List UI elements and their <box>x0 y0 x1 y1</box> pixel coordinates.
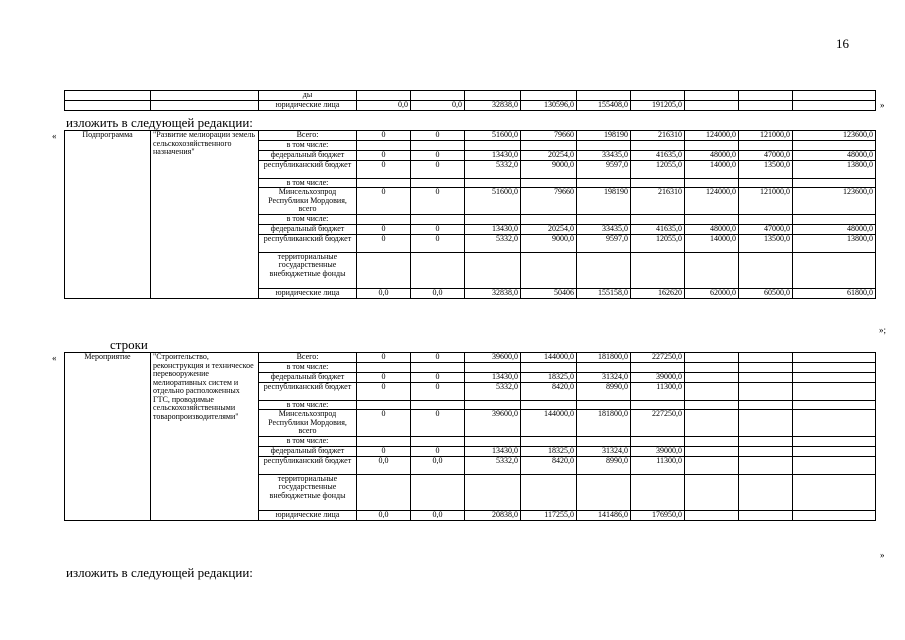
value-cell <box>521 215 577 225</box>
value-cell: 5332,0 <box>465 456 521 474</box>
row-label-cell: республиканский бюджет <box>259 456 357 474</box>
value-cell: 117255,0 <box>521 510 577 520</box>
row-label-cell: Всего: <box>259 353 357 363</box>
value-cell: 162620 <box>631 288 685 298</box>
fragment-empty-cell <box>357 91 411 101</box>
fragment-empty-cell <box>631 91 685 101</box>
value-cell: 33435,0 <box>577 150 631 160</box>
value-cell: 13430,0 <box>465 224 521 234</box>
value-cell <box>357 141 411 151</box>
close-quote-2: »; <box>879 325 887 335</box>
value-cell: 39600,0 <box>465 353 521 363</box>
row-name-cell: "Развитие мелиорации земель сельскохозяйственного назначения" <box>151 131 259 299</box>
fragment-name-cell <box>151 91 259 101</box>
value-cell: 121000,0 <box>739 131 793 141</box>
row-label-cell: в том числе: <box>259 178 357 188</box>
value-cell <box>577 178 631 188</box>
value-cell <box>793 100 876 110</box>
value-cell <box>577 437 631 447</box>
value-cell: 8990,0 <box>577 456 631 474</box>
value-cell: 0 <box>357 160 411 178</box>
value-cell: 0,0 <box>411 100 465 110</box>
value-cell: 0,0 <box>411 288 465 298</box>
value-cell <box>739 456 793 474</box>
value-cell: 11300,0 <box>631 382 685 400</box>
value-cell: 39600,0 <box>465 410 521 437</box>
value-cell <box>521 178 577 188</box>
value-cell <box>793 474 876 510</box>
value-cell: 0 <box>411 188 465 215</box>
row-label-cell: федеральный бюджет <box>259 224 357 234</box>
value-cell <box>577 363 631 373</box>
value-cell <box>411 215 465 225</box>
value-cell: 191205,0 <box>631 100 685 110</box>
fragment-type-cell <box>65 91 151 101</box>
value-cell <box>465 141 521 151</box>
value-cell: 0,0 <box>411 456 465 474</box>
value-cell <box>411 400 465 410</box>
value-cell: 13430,0 <box>465 150 521 160</box>
value-cell <box>521 141 577 151</box>
value-cell: 0 <box>357 224 411 234</box>
value-cell <box>685 178 739 188</box>
row-label-cell: федеральный бюджет <box>259 372 357 382</box>
fragment-empty-cell <box>577 91 631 101</box>
row-label-cell: федеральный бюджет <box>259 150 357 160</box>
value-cell: 8420,0 <box>521 382 577 400</box>
value-cell <box>631 215 685 225</box>
value-cell <box>631 178 685 188</box>
value-cell <box>739 363 793 373</box>
value-cell: 0,0 <box>357 100 411 110</box>
value-cell <box>577 215 631 225</box>
value-cell <box>357 363 411 373</box>
value-cell: 47000,0 <box>739 150 793 160</box>
value-cell: 0,0 <box>411 510 465 520</box>
page-number: 16 <box>836 36 849 51</box>
value-cell: 20838,0 <box>465 510 521 520</box>
value-cell: 13430,0 <box>465 446 521 456</box>
value-cell <box>739 372 793 382</box>
value-cell <box>793 510 876 520</box>
value-cell <box>793 215 876 225</box>
value-cell <box>793 178 876 188</box>
value-cell <box>685 372 739 382</box>
value-cell <box>685 100 739 110</box>
value-cell <box>411 178 465 188</box>
value-cell: 9000,0 <box>521 160 577 178</box>
value-cell <box>577 474 631 510</box>
value-cell: 8990,0 <box>577 382 631 400</box>
value-cell <box>793 437 876 447</box>
value-cell: 130596,0 <box>521 100 577 110</box>
value-cell: 11300,0 <box>631 456 685 474</box>
value-cell: 5332,0 <box>465 160 521 178</box>
row-label-cell: республиканский бюджет <box>259 382 357 400</box>
fragment-empty-cell <box>685 91 739 101</box>
value-cell: 48000,0 <box>793 150 876 160</box>
close-quote-1: » <box>880 100 885 110</box>
value-cell: 14000,0 <box>685 234 739 252</box>
row-label-cell: Минсельхозпрод Республики Мордовия, всего <box>259 188 357 215</box>
value-cell <box>465 363 521 373</box>
value-cell: 141486,0 <box>577 510 631 520</box>
value-cell <box>739 353 793 363</box>
fragment-empty-cell <box>465 91 521 101</box>
value-cell <box>465 215 521 225</box>
value-cell <box>739 141 793 151</box>
row-type-cell: Подпрограмма <box>65 131 151 299</box>
value-cell <box>465 400 521 410</box>
value-cell: 144000,0 <box>521 353 577 363</box>
row-label-cell: федеральный бюджет <box>259 446 357 456</box>
value-cell: 176950,0 <box>631 510 685 520</box>
value-cell: 48000,0 <box>685 150 739 160</box>
value-cell <box>793 382 876 400</box>
fragment-empty-cell <box>793 91 876 101</box>
value-cell: 0 <box>411 150 465 160</box>
value-cell: 51600,0 <box>465 188 521 215</box>
value-cell <box>685 510 739 520</box>
value-cell <box>793 456 876 474</box>
row-name-cell: "Строительство, реконструкция и техническое перевооружение мелиоративных систем и отдельно расположенных ГТС, проводимые сельскохозяйственными товаропроизводителями" <box>151 353 259 521</box>
value-cell: 48000,0 <box>685 224 739 234</box>
value-cell <box>411 437 465 447</box>
value-cell: 39000,0 <box>631 372 685 382</box>
value-cell: 13800,0 <box>793 160 876 178</box>
replace-caption-2: изложить в следующей редакции: <box>66 565 253 580</box>
value-cell <box>685 446 739 456</box>
value-cell <box>739 215 793 225</box>
value-cell <box>631 141 685 151</box>
value-cell: 61800,0 <box>793 288 876 298</box>
table-row <box>65 353 876 363</box>
value-cell: 0 <box>411 353 465 363</box>
value-cell <box>685 456 739 474</box>
value-cell <box>793 446 876 456</box>
value-cell: 216310 <box>631 131 685 141</box>
value-cell: 0 <box>357 131 411 141</box>
value-cell: 0 <box>411 372 465 382</box>
value-cell <box>685 382 739 400</box>
value-cell <box>685 141 739 151</box>
value-cell: 9597,0 <box>577 234 631 252</box>
value-cell: 0 <box>411 234 465 252</box>
value-cell <box>577 400 631 410</box>
value-cell: 0 <box>411 160 465 178</box>
value-cell: 123600,0 <box>793 131 876 141</box>
row-label-cell: Всего: <box>259 131 357 141</box>
value-cell: 60500,0 <box>739 288 793 298</box>
value-cell: 50406 <box>521 288 577 298</box>
row-label-cell: в том числе: <box>259 437 357 447</box>
value-cell <box>521 400 577 410</box>
value-cell: 20254,0 <box>521 224 577 234</box>
value-cell: 198190 <box>577 188 631 215</box>
value-cell: 227250,0 <box>631 410 685 437</box>
value-cell: 79660 <box>521 131 577 141</box>
value-cell: 79660 <box>521 188 577 215</box>
value-cell: 13800,0 <box>793 234 876 252</box>
value-cell <box>739 510 793 520</box>
value-cell: 32838,0 <box>465 288 521 298</box>
value-cell <box>577 141 631 151</box>
value-cell <box>357 400 411 410</box>
fragment-type-cell <box>65 100 151 110</box>
row-label-cell: территориальные государственные внебюджетные фонды <box>259 252 357 288</box>
value-cell: 13500,0 <box>739 234 793 252</box>
value-cell: 124000,0 <box>685 131 739 141</box>
value-cell: 13500,0 <box>739 160 793 178</box>
value-cell <box>685 363 739 373</box>
row-type-cell: Мероприятие <box>65 353 151 521</box>
row-label-cell: Минсельхозпрод Республики Мордовия, всего <box>259 410 357 437</box>
fragment-label-cell: юридические лица <box>259 100 357 110</box>
value-cell <box>357 215 411 225</box>
value-cell <box>577 252 631 288</box>
row-label-cell: в том числе: <box>259 400 357 410</box>
value-cell <box>739 474 793 510</box>
value-cell: 41635,0 <box>631 224 685 234</box>
value-cell: 0 <box>357 188 411 215</box>
replace-caption-1: изложить в следующей редакции: <box>66 115 253 130</box>
value-cell: 13430,0 <box>465 372 521 382</box>
value-cell: 5332,0 <box>465 382 521 400</box>
value-cell <box>411 141 465 151</box>
value-cell <box>793 353 876 363</box>
value-cell: 41635,0 <box>631 150 685 160</box>
table-row <box>65 131 876 141</box>
value-cell <box>739 400 793 410</box>
value-cell: 31324,0 <box>577 372 631 382</box>
value-cell <box>685 252 739 288</box>
row-label-cell: юридические лица <box>259 510 357 520</box>
value-cell <box>793 372 876 382</box>
value-cell <box>465 252 521 288</box>
value-cell: 31324,0 <box>577 446 631 456</box>
value-cell: 32838,0 <box>465 100 521 110</box>
value-cell <box>685 437 739 447</box>
value-cell: 48000,0 <box>793 224 876 234</box>
value-cell <box>631 252 685 288</box>
value-cell <box>357 252 411 288</box>
value-cell <box>411 474 465 510</box>
value-cell <box>685 474 739 510</box>
activity-table <box>64 352 876 521</box>
value-cell: 18325,0 <box>521 446 577 456</box>
value-cell: 20254,0 <box>521 150 577 160</box>
value-cell <box>685 353 739 363</box>
value-cell: 0 <box>411 131 465 141</box>
value-cell: 0 <box>411 410 465 437</box>
value-cell: 0,0 <box>357 456 411 474</box>
value-cell: 33435,0 <box>577 224 631 234</box>
value-cell <box>465 178 521 188</box>
value-cell: 227250,0 <box>631 353 685 363</box>
fragment-empty-cell <box>521 91 577 101</box>
value-cell <box>739 100 793 110</box>
value-cell <box>739 437 793 447</box>
value-cell: 0 <box>357 446 411 456</box>
value-cell: 0 <box>357 150 411 160</box>
value-cell: 144000,0 <box>521 410 577 437</box>
row-label-cell: в том числе: <box>259 363 357 373</box>
value-cell: 155158,0 <box>577 288 631 298</box>
value-cell <box>465 437 521 447</box>
value-cell: 62000,0 <box>685 288 739 298</box>
value-cell <box>521 363 577 373</box>
value-cell <box>631 400 685 410</box>
value-cell: 8420,0 <box>521 456 577 474</box>
value-cell <box>739 410 793 437</box>
open-quote-1: « <box>52 131 57 141</box>
value-cell <box>739 178 793 188</box>
value-cell <box>411 363 465 373</box>
open-quote-2: « <box>52 353 57 363</box>
rows-caption: строки <box>110 337 148 352</box>
value-cell: 198190 <box>577 131 631 141</box>
value-cell <box>793 141 876 151</box>
value-cell <box>631 363 685 373</box>
value-cell: 9597,0 <box>577 160 631 178</box>
value-cell: 12055,0 <box>631 234 685 252</box>
value-cell: 47000,0 <box>739 224 793 234</box>
value-cell <box>465 474 521 510</box>
value-cell: 0 <box>411 224 465 234</box>
value-cell: 181800,0 <box>577 353 631 363</box>
value-cell: 155408,0 <box>577 100 631 110</box>
value-cell <box>739 382 793 400</box>
value-cell <box>739 252 793 288</box>
value-cell: 9000,0 <box>521 234 577 252</box>
value-cell: 39000,0 <box>631 446 685 456</box>
fragment-label-cell: ды <box>259 91 357 101</box>
value-cell: 0 <box>357 382 411 400</box>
value-cell <box>793 400 876 410</box>
value-cell: 0 <box>357 410 411 437</box>
value-cell <box>357 474 411 510</box>
value-cell <box>793 410 876 437</box>
value-cell: 12055,0 <box>631 160 685 178</box>
value-cell: 181800,0 <box>577 410 631 437</box>
value-cell: 0,0 <box>357 510 411 520</box>
value-cell <box>793 252 876 288</box>
value-cell: 5332,0 <box>465 234 521 252</box>
value-cell: 0,0 <box>357 288 411 298</box>
value-cell <box>411 252 465 288</box>
row-label-cell: в том числе: <box>259 141 357 151</box>
value-cell <box>521 437 577 447</box>
value-cell <box>685 215 739 225</box>
value-cell: 0 <box>411 382 465 400</box>
value-cell: 0 <box>411 446 465 456</box>
value-cell: 51600,0 <box>465 131 521 141</box>
value-cell: 14000,0 <box>685 160 739 178</box>
subprogram-table <box>64 130 876 299</box>
fragment-name-cell <box>151 100 259 110</box>
row-label-cell: в том числе: <box>259 215 357 225</box>
fragment-empty-cell <box>411 91 465 101</box>
value-cell: 124000,0 <box>685 188 739 215</box>
value-cell <box>521 252 577 288</box>
value-cell: 18325,0 <box>521 372 577 382</box>
close-quote-3: » <box>880 550 885 560</box>
value-cell: 121000,0 <box>739 188 793 215</box>
value-cell <box>521 474 577 510</box>
fragment-empty-cell <box>739 91 793 101</box>
value-cell: 123600,0 <box>793 188 876 215</box>
value-cell: 0 <box>357 234 411 252</box>
value-cell <box>357 437 411 447</box>
value-cell <box>631 437 685 447</box>
value-cell: 0 <box>357 372 411 382</box>
value-cell: 0 <box>357 353 411 363</box>
value-cell <box>793 363 876 373</box>
value-cell <box>685 400 739 410</box>
value-cell: 216310 <box>631 188 685 215</box>
row-label-cell: республиканский бюджет <box>259 160 357 178</box>
value-cell <box>685 410 739 437</box>
row-label-cell: юридические лица <box>259 288 357 298</box>
value-cell <box>739 446 793 456</box>
top-fragment-table <box>64 90 876 111</box>
value-cell <box>631 474 685 510</box>
value-cell <box>357 178 411 188</box>
row-label-cell: республиканский бюджет <box>259 234 357 252</box>
row-label-cell: территориальные государственные внебюджетные фонды <box>259 474 357 510</box>
